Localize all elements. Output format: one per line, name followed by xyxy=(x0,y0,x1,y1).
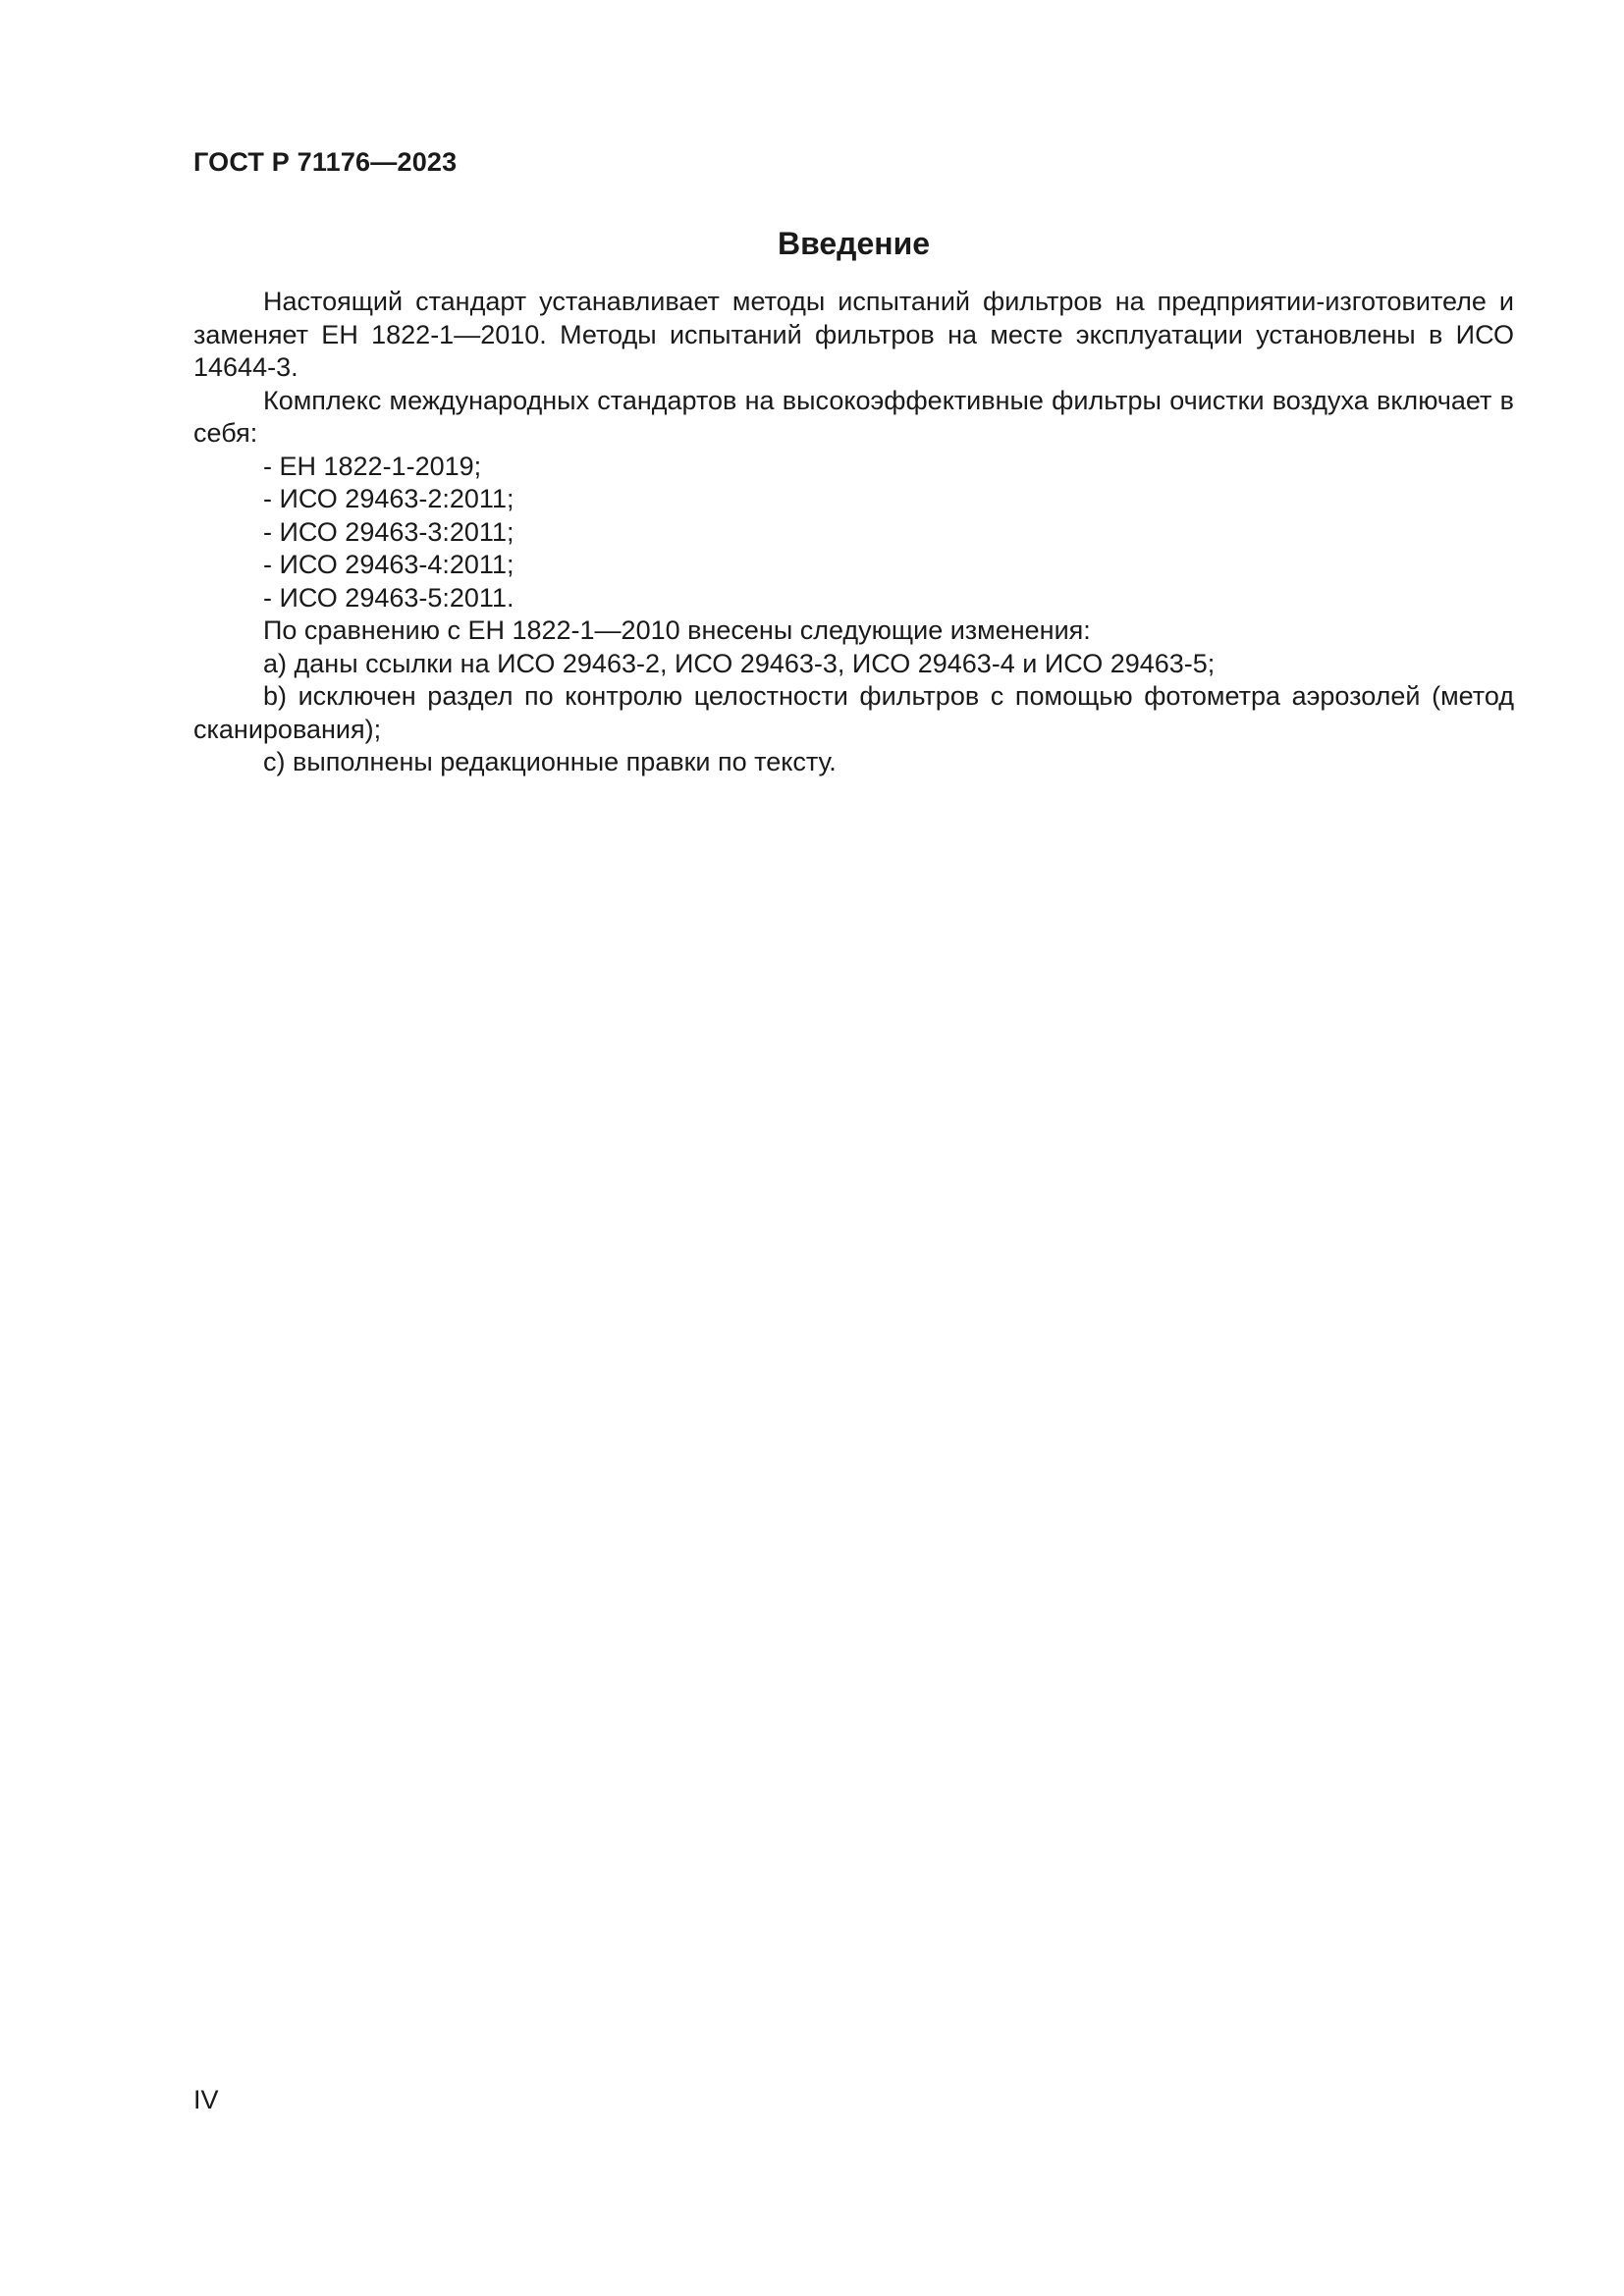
standards-list-item: - ЕН 1822-1-2019; xyxy=(263,451,482,481)
intro-paragraph-changes: По сравнению с ЕН 1822-1—2010 внесены следующие изменения: xyxy=(263,615,1091,645)
standards-list-item: - ИСО 29463-3:2011; xyxy=(263,516,514,547)
changes-list-item: c) выполнены редакционные правки по тексту. xyxy=(263,747,837,776)
page-number: IV xyxy=(193,2085,219,2114)
intro-paragraph-complex: Комплекс международных стандартов на высокоэффективные фильтры очистки воздуха включает в себя: xyxy=(193,385,1514,448)
document-code-header: ГОСТ Р 71176—2023 xyxy=(193,147,458,177)
standards-list-item: - ИСО 29463-5:2011. xyxy=(263,582,514,613)
introduction-body xyxy=(193,286,1514,779)
changes-list-item: а) даны ссылки на ИСО 29463-2, ИСО 29463-3, ИСО 29463-4 и ИСО 29463-5; xyxy=(263,648,1216,678)
standards-list-item: - ИСО 29463-2:2011; xyxy=(263,484,514,513)
changes-list xyxy=(193,648,1514,779)
standards-list xyxy=(193,451,1514,615)
changes-list-item: b) исключен раздел по контролю целостности фильтров с помощью фотометра аэрозолей (метод сканирования); xyxy=(193,681,1514,744)
standards-list-item: - ИСО 29463-4:2011; xyxy=(263,550,514,579)
intro-paragraph-scope: Настоящий стандарт устанавливает методы испытаний фильтров на предприятии-изготовителе и заменяет ЕН 1822-1—2010. Методы испытаний фильтров на месте эксплуатации установлены в ИСО 14644-3. xyxy=(193,287,1514,382)
section-title: Введение xyxy=(777,226,931,261)
